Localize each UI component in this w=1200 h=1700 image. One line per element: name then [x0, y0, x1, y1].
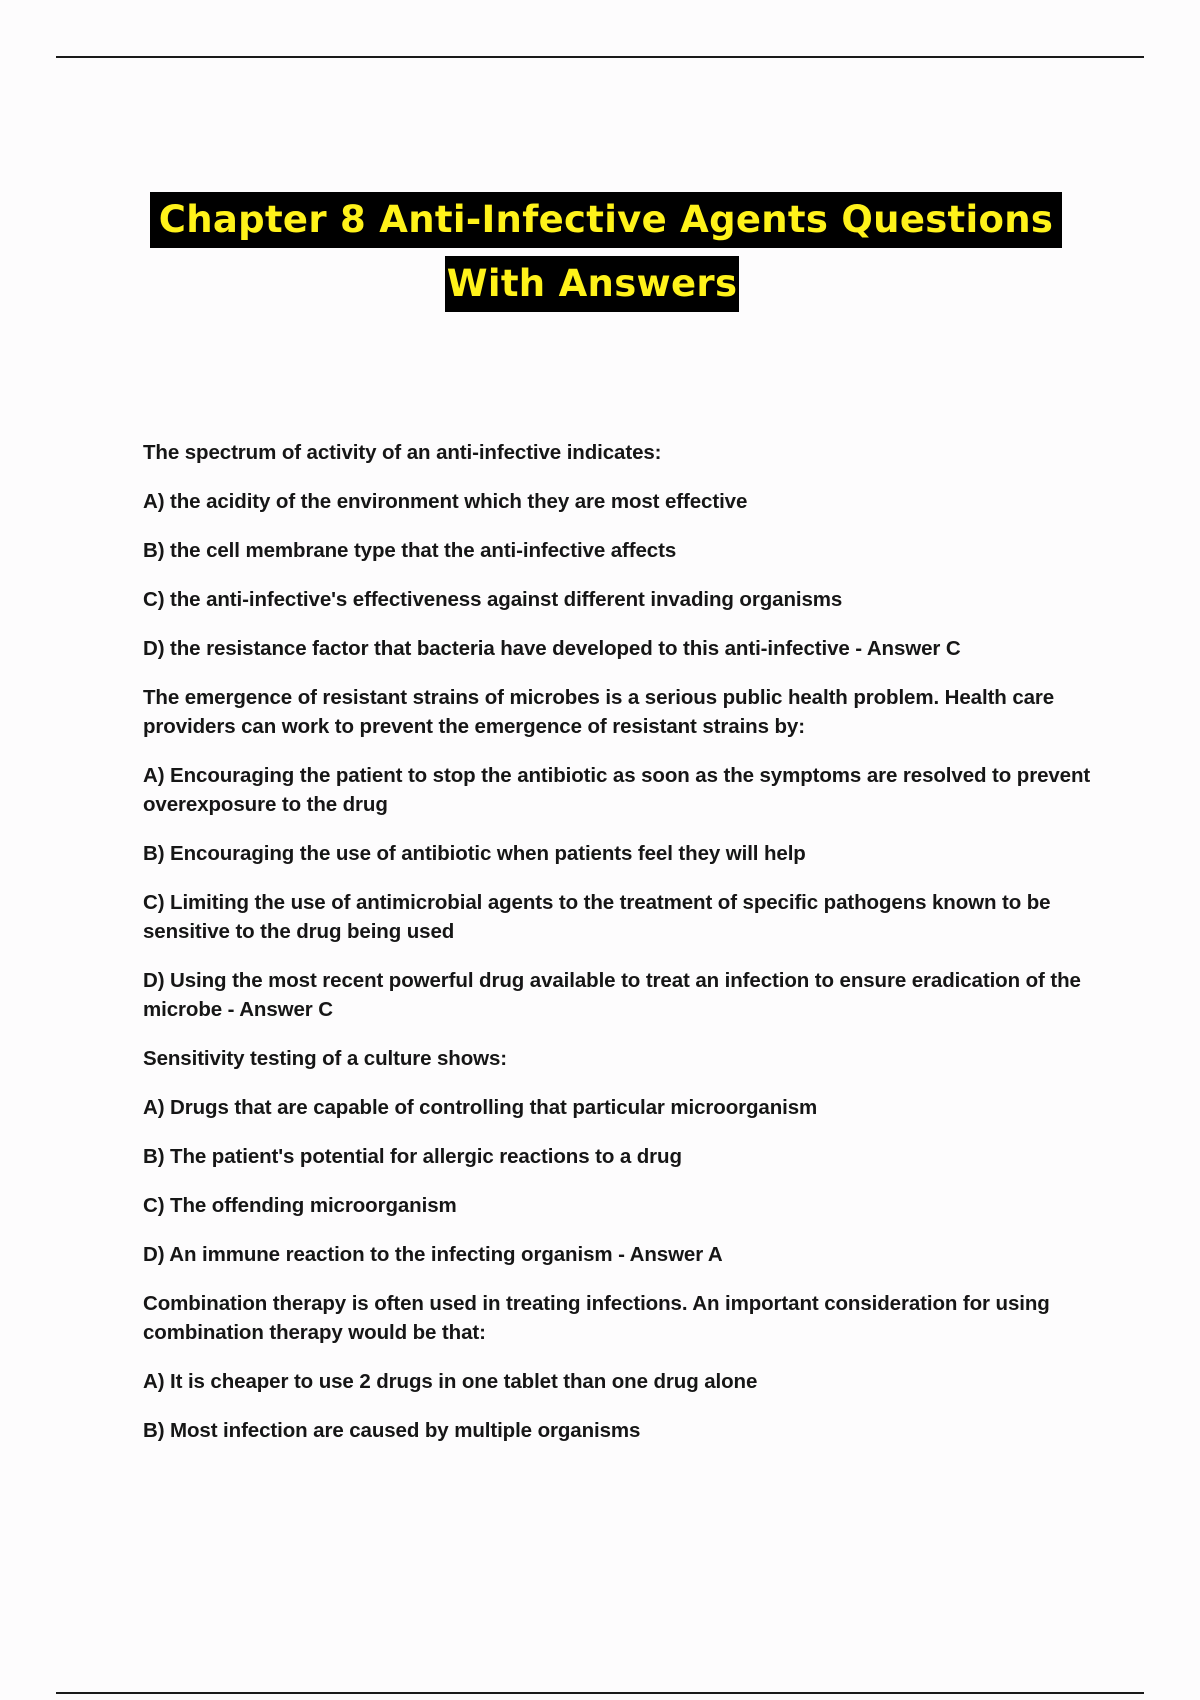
- question-3-option-a: A) Drugs that are capable of controlling that particular microorganism: [143, 1096, 818, 1119]
- title-line-2: With Answers: [445, 256, 740, 312]
- question-1-option-c: C) the anti-infective's effectiveness against different invading organisms: [143, 588, 843, 611]
- bottom-rule: [56, 1692, 1144, 1694]
- question-4-option-a: A) It is cheaper to use 2 drugs in one tablet than one drug alone: [143, 1370, 758, 1393]
- question-4-stem: Combination therapy is often used in treating infections. An important consideration for using combination therapy would be that:: [143, 1292, 1050, 1344]
- question-2-stem: The emergence of resistant strains of microbes is a serious public health problem. Health care providers can work to prevent the emergence of resistant strains by:: [143, 686, 1055, 738]
- question-3-option-c: C) The offending microorganism: [143, 1194, 457, 1217]
- title-line-1: Chapter 8 Anti-Infective Agents Questions: [150, 192, 1062, 248]
- question-2-option-b: B) Encouraging the use of antibiotic when patients feel they will help: [143, 842, 806, 865]
- question-3-stem: Sensitivity testing of a culture shows:: [143, 1047, 508, 1070]
- question-1-option-d: D) the resistance factor that bacteria have developed to this anti-infective - Answer C: [143, 637, 961, 660]
- question-1-option-a: A) the acidity of the environment which they are most effective: [143, 490, 748, 513]
- document-title: [0, 192, 1200, 312]
- question-2-option-a: A) Encouraging the patient to stop the antibiotic as soon as the symptoms are resolved to prevent overexposure to the drug: [143, 764, 1091, 816]
- top-rule: [56, 56, 1144, 58]
- question-1-stem: The spectrum of activity of an anti-infective indicates:: [143, 441, 662, 464]
- question-4-option-b: B) Most infection are caused by multiple organisms: [143, 1419, 641, 1442]
- question-2-option-c: C) Limiting the use of antimicrobial agents to the treatment of specific pathogens known to be sensitive to the drug being used: [143, 891, 1051, 943]
- question-3-option-d: D) An immune reaction to the infecting organism - Answer A: [143, 1243, 723, 1266]
- question-2-option-d: D) Using the most recent powerful drug available to treat an infection to ensure eradication of the microbe - Answer C: [143, 969, 1081, 1021]
- document-body: [143, 438, 1093, 1465]
- question-1-option-b: B) the cell membrane type that the anti-infective affects: [143, 539, 677, 562]
- question-3-option-b: B) The patient's potential for allergic reactions to a drug: [143, 1145, 682, 1168]
